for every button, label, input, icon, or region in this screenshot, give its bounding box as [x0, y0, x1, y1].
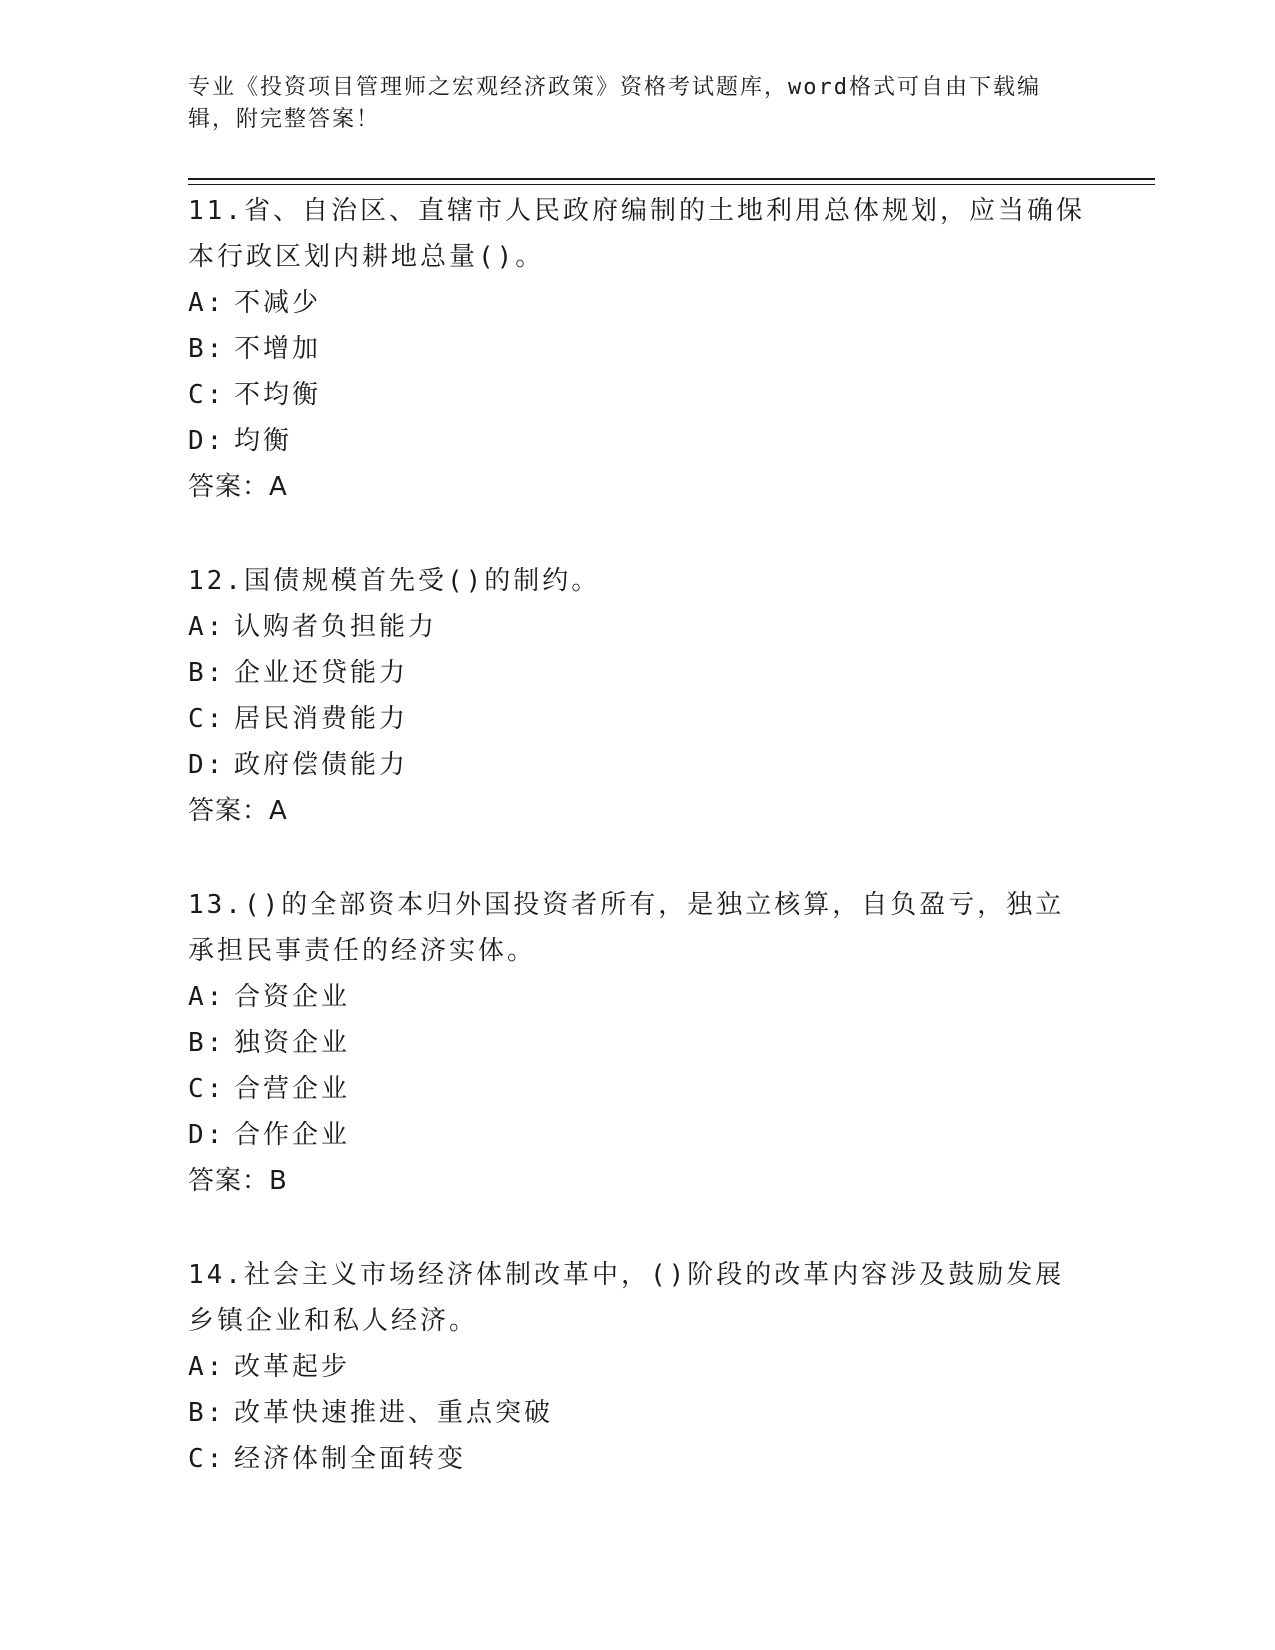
option-text: 不增加	[234, 334, 322, 364]
option-key: A:	[188, 612, 226, 642]
question-stem: 14.社会主义市场经济体制改革中，()阶段的改革内容涉及鼓励发展乡镇企业和私人经济。	[188, 1260, 1065, 1336]
answer-line: 答案：A	[188, 796, 288, 826]
option-key: C:	[188, 704, 226, 734]
question-list	[188, 188, 1088, 1530]
option-text: 不减少	[234, 288, 322, 318]
answer-option	[188, 650, 1088, 696]
option-key: B:	[188, 1398, 226, 1428]
answer-option	[188, 696, 1088, 742]
question-stem: 13.()的全部资本归外国投资者所有，是独立核算，自负盈亏，独立承担民事责任的经济实体。	[188, 890, 1065, 966]
option-key: D:	[188, 750, 226, 780]
answer-option	[188, 418, 1088, 464]
option-text: 政府偿债能力	[234, 750, 409, 780]
option-text: 合营企业	[234, 1074, 351, 1104]
question-block	[188, 882, 1088, 1204]
question-block	[188, 188, 1088, 510]
answer-option	[188, 280, 1088, 326]
answer-option	[188, 1020, 1088, 1066]
option-text: 改革起步	[234, 1352, 351, 1382]
option-key: A:	[188, 982, 226, 1012]
answer-option	[188, 1344, 1088, 1390]
option-key: A:	[188, 288, 226, 318]
option-key: B:	[188, 658, 226, 688]
option-key: D:	[188, 1120, 226, 1150]
option-text: 认购者负担能力	[234, 612, 438, 642]
option-text: 合资企业	[234, 982, 351, 1012]
option-text: 独资企业	[234, 1028, 351, 1058]
option-text: 居民消费能力	[234, 704, 409, 734]
option-key: A:	[188, 1352, 226, 1382]
question-block	[188, 1252, 1088, 1482]
option-key: D:	[188, 426, 226, 456]
answer-option	[188, 326, 1088, 372]
option-text: 企业还贷能力	[234, 658, 409, 688]
answer-option	[188, 1112, 1088, 1158]
answer-line: 答案：A	[188, 472, 288, 502]
question-stem: 11.省、自治区、直辖市人民政府编制的土地利用总体规划，应当确保本行政区划内耕地总量()。	[188, 196, 1085, 272]
option-key: B:	[188, 1028, 226, 1058]
answer-option	[188, 604, 1088, 650]
answer-option	[188, 1066, 1088, 1112]
document-header: 专业《投资项目管理师之宏观经济政策》资格考试题库，word格式可自由下载编辑，附完整答案！	[188, 75, 1041, 132]
answer-line: 答案：B	[188, 1166, 288, 1196]
question-block	[188, 558, 1088, 834]
header-divider-thick	[188, 178, 1155, 180]
option-key: C:	[188, 1444, 226, 1474]
answer-option	[188, 1390, 1088, 1436]
option-text: 改革快速推进、重点突破	[234, 1398, 554, 1428]
option-key: C:	[188, 1074, 226, 1104]
option-text: 经济体制全面转变	[234, 1444, 467, 1474]
option-key: B:	[188, 334, 226, 364]
answer-option	[188, 372, 1088, 418]
option-text: 合作企业	[234, 1120, 351, 1150]
answer-option	[188, 742, 1088, 788]
header-divider-thin	[188, 184, 1155, 185]
option-text: 均衡	[234, 426, 293, 456]
option-text: 不均衡	[234, 380, 322, 410]
answer-option	[188, 974, 1088, 1020]
question-stem: 12.国债规模首先受()的制约。	[188, 566, 601, 596]
option-key: C:	[188, 380, 226, 410]
answer-option	[188, 1436, 1088, 1482]
